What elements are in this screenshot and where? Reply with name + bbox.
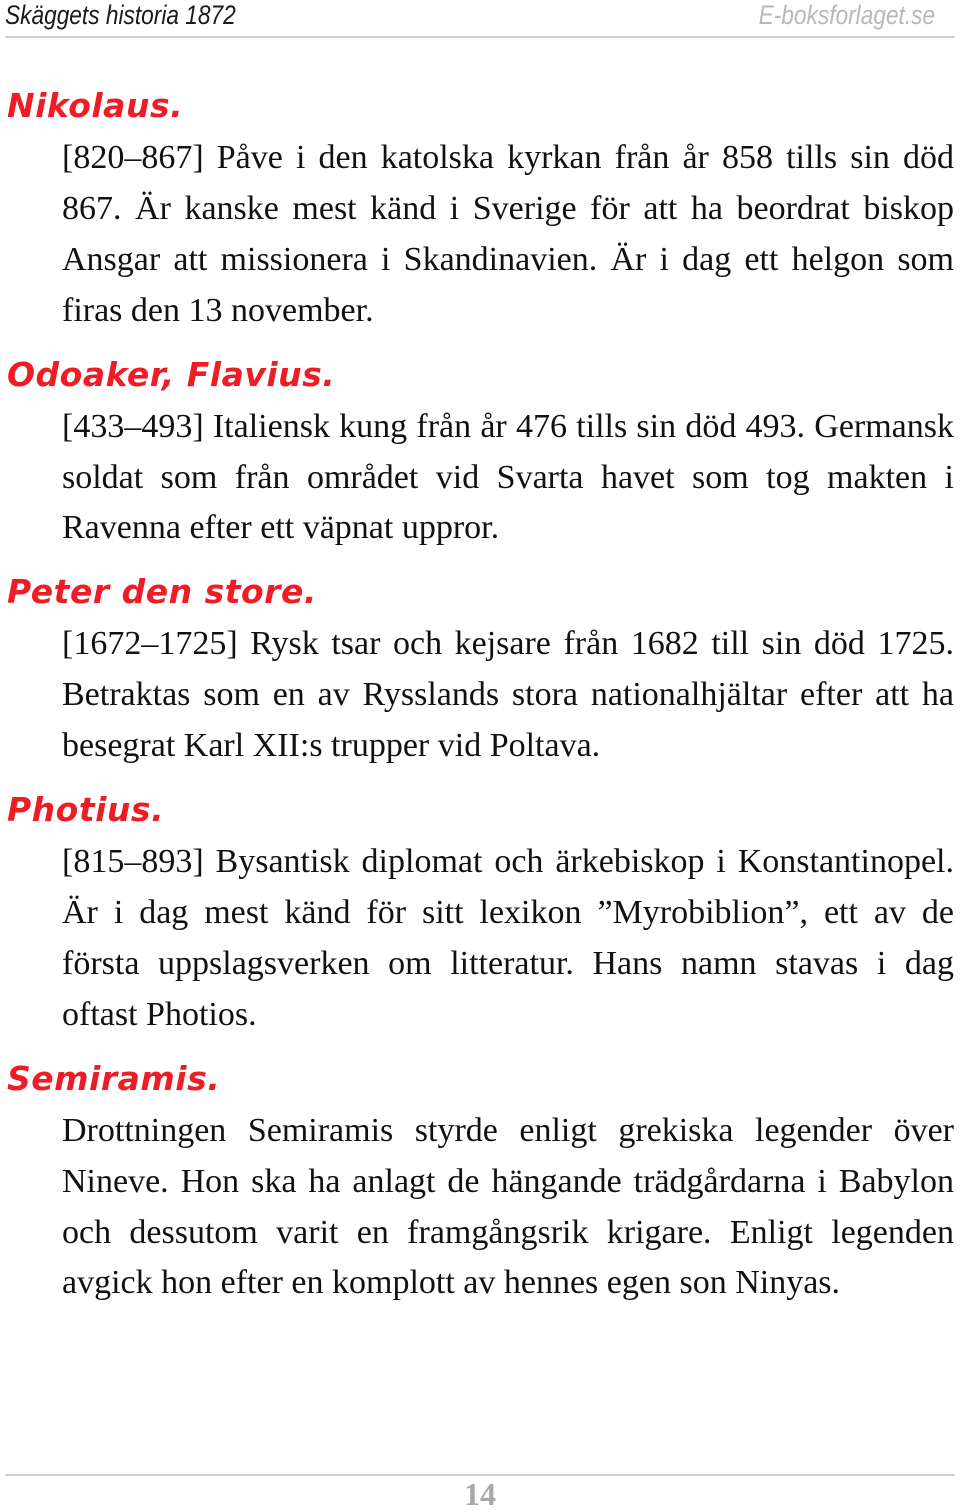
entry-term: Nikolaus. [7,86,184,125]
glossary-entry-peter [0,568,960,772]
entry-description: [815–893] Bysantisk diplomat och ärkebiskop i Konstantinopel. Är i dag mest känd för sitt lexikon ”Myrobiblion”, ett av de första uppslagsverken om litteratur. Hans namn stavas i dag oftast Photios. [62,843,954,1033]
entry-term: Peter den store. [7,572,317,612]
entry-term: Odoaker, Flavius. [7,354,336,394]
book-title: Skäggets historia 1872 [5,0,236,30]
page-number: 14 [464,1476,496,1512]
glossary-entry-odoaker [0,351,960,555]
entry-description: [433–493] Italiensk kung från år 476 tills sin död 493. Germansk soldat som från området vid Svarta havet som tog makten i Ravenna efter ett väpnat uppror. [62,407,954,547]
page-header [5,0,955,38]
entry-term: Semiramis. [7,1058,221,1098]
entry-description: [1672–1725] Rysk tsar och kejsare från 1682 till sin död 1725. Betraktas som en av Rysslands stora nationalhjältar efter att ha besegrat Karl XII:s trupper vid Poltava. [62,625,954,765]
glossary-entry-nikolaus [0,82,960,337]
entry-description: [820–867] Påve i den katolska kyrkan från år 858 tills sin död 867. Är kanske mest känd i Sverige för att ha beordrat biskop Ansgar att missionera i Skandinavien. Är i dag ett helgon som firas den 13 november. [62,139,954,329]
publisher-name: E-boksforlaget.se [758,0,935,30]
glossary-entry-semiramis [0,1055,960,1310]
glossary-entry-photius [0,786,960,1041]
entry-term: Photius. [7,790,165,830]
entry-description: Drottningen Semiramis styrde enligt grekiska legender över Nineve. Hon ska ha anlagt de hängande trädgårdarna i Babylon och dessutom varit en framgångsrik krigare. Enligt legenden avgick hon efter en komplott av hennes egen son Ninyas. [62,1111,954,1302]
glossary-content [0,82,960,1323]
